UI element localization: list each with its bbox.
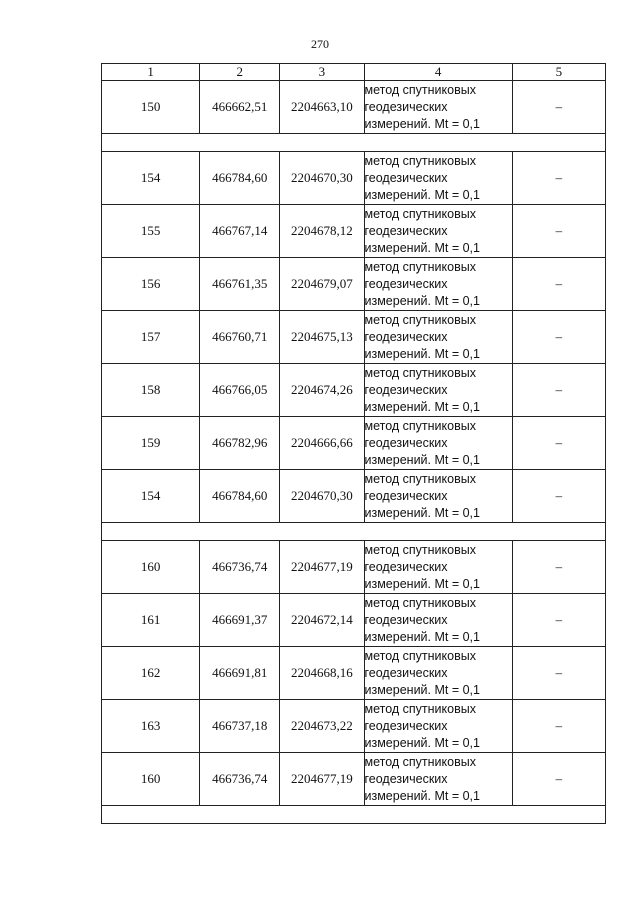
y-coordinate-cell: 2204670,30 (280, 152, 364, 205)
table-row (102, 152, 606, 205)
method-cell (364, 81, 512, 134)
method-cell (364, 205, 512, 258)
method-line: измерений. Mt = 0,1 (364, 788, 480, 803)
point-number-cell: 159 (102, 417, 200, 470)
x-coordinate-cell: 466736,74 (200, 753, 280, 806)
table-row (102, 364, 606, 417)
column-5-cell: – (512, 594, 605, 647)
point-number-cell: 156 (102, 258, 200, 311)
column-header: 3 (280, 64, 364, 81)
method-line: метод спутниковых (364, 471, 476, 486)
table-row (102, 417, 606, 470)
separator-cell (102, 806, 606, 824)
column-header: 5 (512, 64, 605, 81)
separator-cell (102, 134, 606, 152)
method-line: измерений. Mt = 0,1 (364, 505, 480, 520)
table-row (102, 594, 606, 647)
column-5-cell: – (512, 470, 605, 523)
x-coordinate-cell: 466761,35 (200, 258, 280, 311)
method-line: метод спутниковых (364, 82, 476, 97)
x-coordinate-cell: 466766,05 (200, 364, 280, 417)
method-line: геодезических (364, 771, 448, 786)
method-line: измерений. Mt = 0,1 (364, 629, 480, 644)
method-line: геодезических (364, 435, 448, 450)
method-line: метод спутниковых (364, 418, 476, 433)
method-cell (364, 258, 512, 311)
y-coordinate-cell: 2204670,30 (280, 470, 364, 523)
x-coordinate-cell: 466784,60 (200, 470, 280, 523)
column-5-cell: – (512, 700, 605, 753)
method-cell (364, 470, 512, 523)
method-line: геодезических (364, 276, 448, 291)
point-number-cell: 158 (102, 364, 200, 417)
method-line: измерений. Mt = 0,1 (364, 293, 480, 308)
y-coordinate-cell: 2204674,26 (280, 364, 364, 417)
column-5-cell: – (512, 364, 605, 417)
point-number-cell: 163 (102, 700, 200, 753)
point-number-cell: 160 (102, 753, 200, 806)
method-cell (364, 152, 512, 205)
y-coordinate-cell: 2204678,12 (280, 205, 364, 258)
column-5-cell: – (512, 81, 605, 134)
method-cell (364, 700, 512, 753)
table-row (102, 81, 606, 134)
y-coordinate-cell: 2204663,10 (280, 81, 364, 134)
method-line: метод спутниковых (364, 206, 476, 221)
method-line: измерений. Mt = 0,1 (364, 240, 480, 255)
table-row (102, 470, 606, 523)
method-cell (364, 417, 512, 470)
method-line: геодезических (364, 665, 448, 680)
table-body (102, 81, 606, 824)
table-row (102, 258, 606, 311)
point-number-cell: 155 (102, 205, 200, 258)
method-line: метод спутниковых (364, 259, 476, 274)
y-coordinate-cell: 2204672,14 (280, 594, 364, 647)
y-coordinate-cell: 2204677,19 (280, 753, 364, 806)
method-line: геодезических (364, 382, 448, 397)
page-number: 270 (311, 37, 329, 51)
method-line: измерений. Mt = 0,1 (364, 346, 480, 361)
column-header: 4 (364, 64, 512, 81)
x-coordinate-cell: 466736,74 (200, 541, 280, 594)
x-coordinate-cell: 466767,14 (200, 205, 280, 258)
method-cell (364, 647, 512, 700)
x-coordinate-cell: 466691,37 (200, 594, 280, 647)
point-number-cell: 154 (102, 152, 200, 205)
method-line: метод спутниковых (364, 365, 476, 380)
point-number-cell: 157 (102, 311, 200, 364)
column-5-cell: – (512, 152, 605, 205)
method-cell (364, 541, 512, 594)
method-line: геодезических (364, 718, 448, 733)
method-line: геодезических (364, 488, 448, 503)
table-row (102, 205, 606, 258)
column-5-cell: – (512, 205, 605, 258)
column-5-cell: – (512, 258, 605, 311)
coordinates-table (101, 63, 606, 824)
separator-row (102, 523, 606, 541)
method-line: метод спутниковых (364, 153, 476, 168)
x-coordinate-cell: 466662,51 (200, 81, 280, 134)
point-number-cell: 154 (102, 470, 200, 523)
method-line: геодезических (364, 329, 448, 344)
column-5-cell: – (512, 311, 605, 364)
column-header: 1 (102, 64, 200, 81)
x-coordinate-cell: 466737,18 (200, 700, 280, 753)
method-line: геодезических (364, 223, 448, 238)
method-line: геодезических (364, 170, 448, 185)
y-coordinate-cell: 2204673,22 (280, 700, 364, 753)
x-coordinate-cell: 466691,81 (200, 647, 280, 700)
table-row (102, 753, 606, 806)
y-coordinate-cell: 2204677,19 (280, 541, 364, 594)
table-row (102, 541, 606, 594)
x-coordinate-cell: 466784,60 (200, 152, 280, 205)
table-header-row (102, 64, 606, 81)
column-5-cell: – (512, 541, 605, 594)
method-line: геодезических (364, 99, 448, 114)
y-coordinate-cell: 2204668,16 (280, 647, 364, 700)
column-5-cell: – (512, 647, 605, 700)
separator-cell (102, 523, 606, 541)
method-line: измерений. Mt = 0,1 (364, 735, 480, 750)
method-cell (364, 753, 512, 806)
method-line: геодезических (364, 559, 448, 574)
column-5-cell: – (512, 753, 605, 806)
x-coordinate-cell: 466760,71 (200, 311, 280, 364)
method-line: метод спутниковых (364, 754, 476, 769)
table-row (102, 700, 606, 753)
y-coordinate-cell: 2204666,66 (280, 417, 364, 470)
y-coordinate-cell: 2204679,07 (280, 258, 364, 311)
separator-row (102, 134, 606, 152)
method-cell (364, 594, 512, 647)
method-line: измерений. Mt = 0,1 (364, 116, 480, 131)
column-header: 2 (200, 64, 280, 81)
method-line: метод спутниковых (364, 595, 476, 610)
separator-row (102, 806, 606, 824)
method-cell (364, 364, 512, 417)
method-line: метод спутниковых (364, 542, 476, 557)
method-line: метод спутниковых (364, 701, 476, 716)
column-5-cell: – (512, 417, 605, 470)
point-number-cell: 162 (102, 647, 200, 700)
point-number-cell: 161 (102, 594, 200, 647)
x-coordinate-cell: 466782,96 (200, 417, 280, 470)
point-number-cell: 150 (102, 81, 200, 134)
method-line: измерений. Mt = 0,1 (364, 576, 480, 591)
method-line: метод спутниковых (364, 312, 476, 327)
table-row (102, 311, 606, 364)
method-line: геодезических (364, 612, 448, 627)
point-number-cell: 160 (102, 541, 200, 594)
method-line: измерений. Mt = 0,1 (364, 682, 480, 697)
table-row (102, 647, 606, 700)
y-coordinate-cell: 2204675,13 (280, 311, 364, 364)
method-line: измерений. Mt = 0,1 (364, 399, 480, 414)
method-line: измерений. Mt = 0,1 (364, 187, 480, 202)
method-line: измерений. Mt = 0,1 (364, 452, 480, 467)
method-line: метод спутниковых (364, 648, 476, 663)
method-cell (364, 311, 512, 364)
